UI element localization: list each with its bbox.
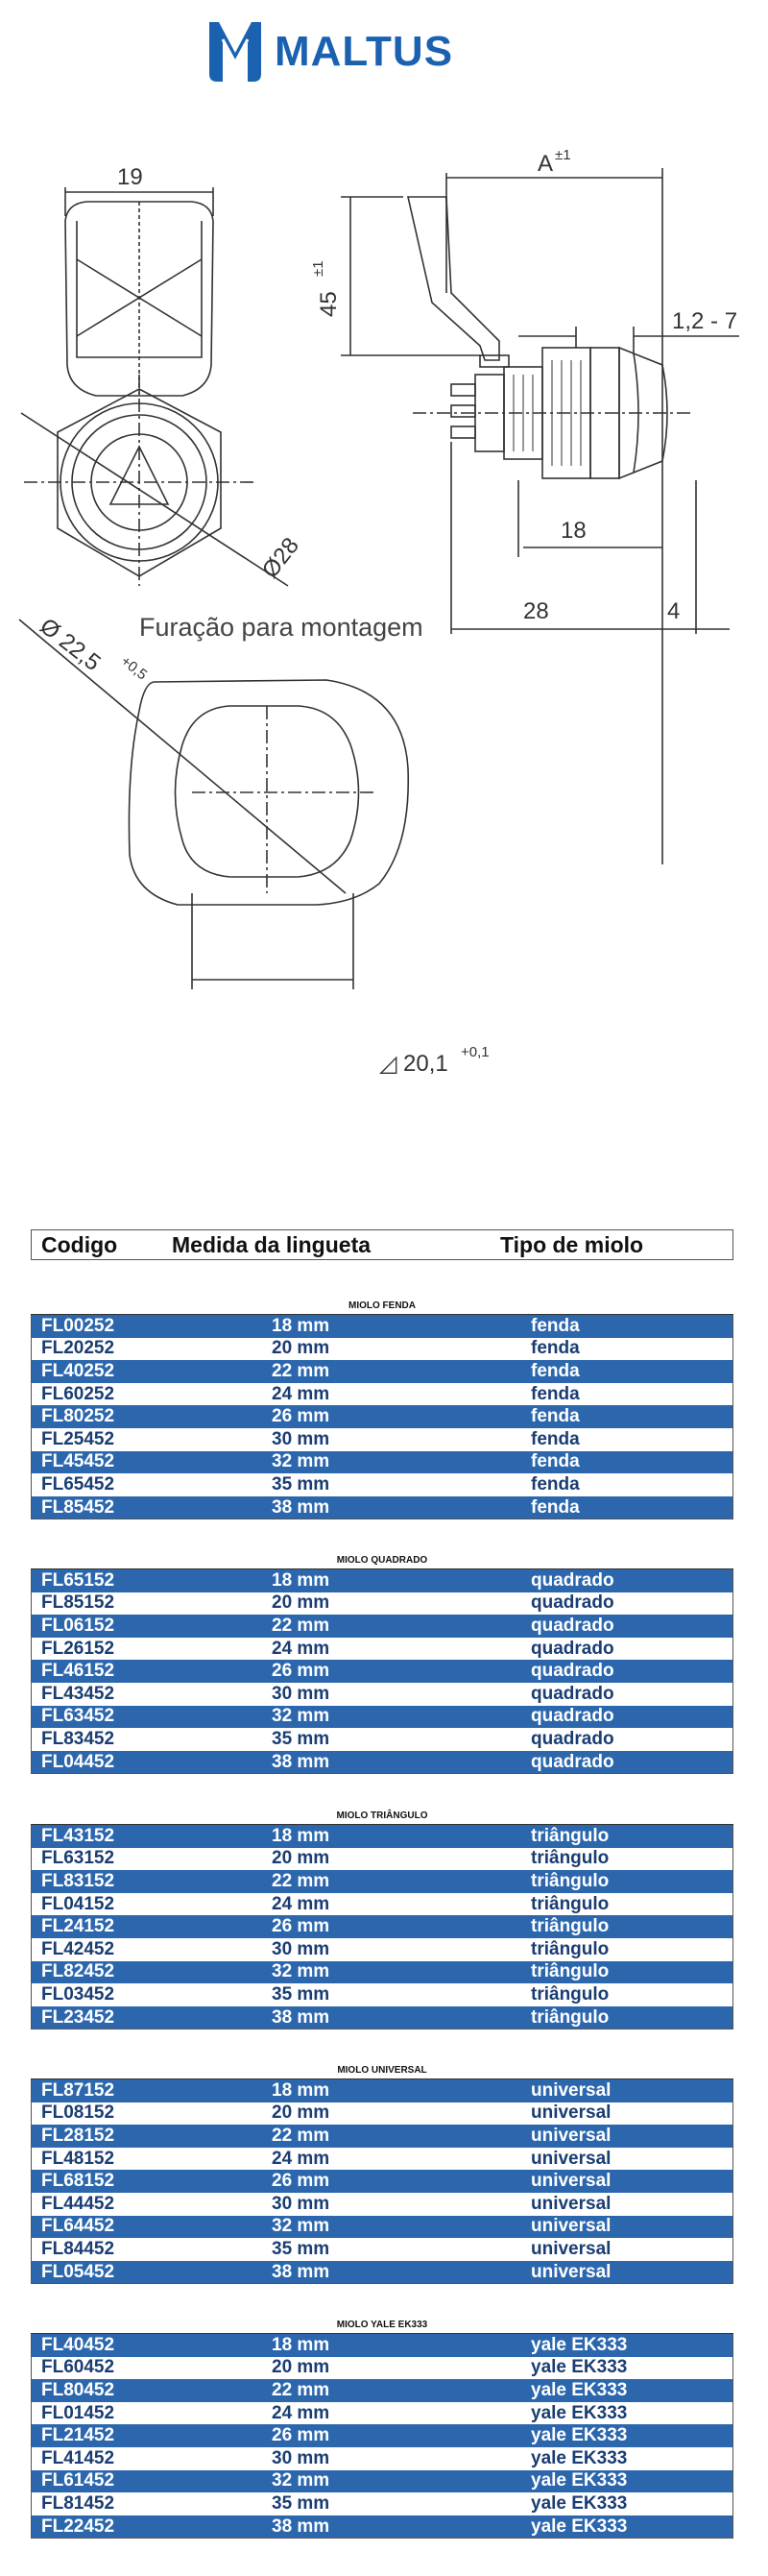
dim-square: ◿ (379, 1051, 397, 1077)
cylinder-type: fenda (531, 1451, 580, 1472)
tongue-length: 24 mm (272, 1638, 330, 1659)
product-code: FL83152 (41, 1870, 115, 1891)
product-code: FL80252 (41, 1406, 115, 1427)
product-code: FL83452 (41, 1728, 115, 1749)
product-code: FL23452 (41, 2006, 115, 2028)
table-row (32, 2006, 732, 2029)
cylinder-type: quadrado (531, 1592, 614, 1614)
cylinder-type: quadrado (531, 1706, 614, 1727)
dim-19: 19 (117, 164, 143, 190)
tongue-length: 20 mm (272, 1338, 330, 1359)
mounting-caption: Furação para montagem (139, 613, 423, 642)
product-code: FL48152 (41, 2148, 115, 2169)
product-section (31, 1553, 733, 1774)
table-row (32, 2492, 732, 2515)
table-row (32, 1961, 732, 1984)
cylinder-type: yale EK333 (531, 2334, 628, 2355)
header-code: Codigo (41, 1231, 118, 1257)
cylinder-type: fenda (531, 1428, 580, 1449)
cylinder-type: triângulo (531, 1983, 610, 2005)
product-code: FL41452 (41, 2447, 115, 2468)
product-code: FL84452 (41, 2238, 115, 2259)
cylinder-type: universal (531, 2102, 612, 2124)
product-code: FL45452 (41, 1451, 115, 1472)
table-row (32, 2379, 732, 2402)
table-row (32, 1615, 732, 1638)
cylinder-type: yale EK333 (531, 2379, 628, 2400)
dim-a-tolerance: ±1 (555, 147, 571, 163)
tongue-length: 26 mm (272, 2171, 330, 2192)
cylinder-type: quadrado (531, 1615, 614, 1636)
cylinder-type: fenda (531, 1360, 580, 1381)
table-row (32, 1870, 732, 1893)
product-code: FL04152 (41, 1893, 115, 1914)
tongue-length: 35 mm (272, 1728, 330, 1749)
section-rows (31, 1315, 733, 1519)
cylinder-type: universal (531, 2125, 612, 2146)
tongue-length: 35 mm (272, 2238, 330, 2259)
tongue-length: 30 mm (272, 1938, 330, 1959)
section-rows (31, 1569, 733, 1774)
cylinder-type: quadrado (531, 1683, 614, 1704)
table-row (32, 1428, 732, 1451)
table-row (32, 1360, 732, 1383)
product-section (31, 2318, 733, 2539)
table-row (32, 1405, 732, 1428)
product-code: FL64452 (41, 2216, 115, 2237)
table-row (32, 1825, 732, 1848)
tongue-length: 26 mm (272, 1661, 330, 1682)
dim-18: 18 (561, 518, 587, 544)
product-code: FL03452 (41, 1983, 115, 2005)
tongue-length: 38 mm (272, 1496, 330, 1518)
tongue-length: 18 mm (272, 1825, 330, 1846)
table-row (32, 1683, 732, 1706)
product-code: FL65152 (41, 1569, 115, 1591)
table-row (32, 1569, 732, 1592)
cylinder-type: yale EK333 (531, 2492, 628, 2514)
product-code: FL43452 (41, 1683, 115, 1704)
cylinder-type: triângulo (531, 1916, 610, 1937)
tongue-length: 24 mm (272, 2148, 330, 2169)
tongue-length: 38 mm (272, 1751, 330, 1772)
tongue-length: 22 mm (272, 1360, 330, 1381)
table-row (32, 2170, 732, 2193)
tongue-length: 35 mm (272, 1983, 330, 2005)
cylinder-type: triângulo (531, 1848, 610, 1869)
table-row (32, 1706, 732, 1729)
cylinder-type: universal (531, 2261, 612, 2282)
cylinder-type: triângulo (531, 1893, 610, 1914)
product-section (31, 1809, 733, 2029)
cylinder-type: yale EK333 (531, 2402, 628, 2423)
table-header (31, 1229, 733, 1260)
table-row (32, 2470, 732, 2493)
tongue-length: 32 mm (272, 1961, 330, 1982)
cylinder-type: universal (531, 2216, 612, 2237)
product-code: FL80452 (41, 2379, 115, 2400)
tongue-length: 30 mm (272, 2447, 330, 2468)
product-code: FL26152 (41, 1638, 115, 1659)
cylinder-type: triângulo (531, 1961, 610, 1982)
cylinder-type: yale EK333 (531, 2515, 628, 2537)
tongue-length: 24 mm (272, 1383, 330, 1404)
dim-dia-28: Ø28 (256, 532, 304, 584)
product-code: FL65452 (41, 1473, 115, 1495)
tongue-length: 18 mm (272, 2079, 330, 2101)
cylinder-type: fenda (531, 1406, 580, 1427)
product-code: FL06152 (41, 1615, 115, 1636)
product-code: FL24152 (41, 1916, 115, 1937)
tongue-length: 20 mm (272, 2102, 330, 2124)
section-title: MIOLO TRIÂNGULO (31, 1809, 733, 1825)
section-title: MIOLO UNIVERSAL (31, 2063, 733, 2079)
tongue-length: 30 mm (272, 2193, 330, 2214)
cylinder-type: universal (531, 2193, 612, 2214)
table-row (32, 2447, 732, 2470)
product-code: FL85452 (41, 1496, 115, 1518)
cylinder-type: yale EK333 (531, 2447, 628, 2468)
tongue-length: 32 mm (272, 2470, 330, 2491)
product-section (31, 2063, 733, 2284)
cylinder-type: universal (531, 2238, 612, 2259)
table-row (32, 1496, 732, 1519)
tongue-length: 26 mm (272, 2425, 330, 2446)
product-section (31, 1299, 733, 1519)
section-rows (31, 2334, 733, 2539)
section-title: MIOLO FENDA (31, 1299, 733, 1315)
table-row (32, 1751, 732, 1774)
table-row (32, 2079, 732, 2102)
dim-hole-diameter: Ø 22,5 (35, 613, 106, 677)
table-row (32, 2193, 732, 2216)
product-code: FL60252 (41, 1383, 115, 1404)
table-row (32, 1451, 732, 1474)
dim-a: A (538, 151, 554, 177)
table-row (32, 1983, 732, 2006)
cylinder-type: fenda (531, 1496, 580, 1518)
table-row (32, 2402, 732, 2425)
section-rows (31, 2079, 733, 2284)
tongue-length: 38 mm (272, 2515, 330, 2537)
product-code: FL87152 (41, 2079, 115, 2101)
table-row (32, 2125, 732, 2148)
cylinder-type: triângulo (531, 2006, 610, 2028)
cylinder-type: fenda (531, 1383, 580, 1404)
table-row (32, 1473, 732, 1496)
tongue-length: 22 mm (272, 2125, 330, 2146)
product-code: FL61452 (41, 2470, 115, 2491)
tongue-length: 18 mm (272, 1569, 330, 1591)
table-row (32, 1915, 732, 1938)
product-code: FL05452 (41, 2261, 115, 2282)
dim-hole-tolerance: +0,5 (117, 652, 151, 684)
table-row (32, 2102, 732, 2126)
dim-square-tolerance: +0,1 (461, 1044, 490, 1060)
dim-45: 45 (316, 291, 342, 317)
tongue-length: 38 mm (272, 2261, 330, 2282)
product-code: FL43152 (41, 1825, 115, 1846)
section-title: MIOLO YALE EK333 (31, 2318, 733, 2334)
table-row (32, 1383, 732, 1406)
tongue-length: 32 mm (272, 2216, 330, 2237)
table-row (32, 2238, 732, 2261)
product-code: FL82452 (41, 1961, 115, 1982)
table-row (32, 1728, 732, 1751)
dim-28: 28 (523, 598, 549, 624)
table-row (32, 1338, 732, 1361)
technical-drawing (0, 96, 768, 1210)
tongue-length: 26 mm (272, 1406, 330, 1427)
tongue-length: 20 mm (272, 2357, 330, 2378)
cylinder-type: universal (531, 2148, 612, 2169)
cylinder-type: universal (531, 2171, 612, 2192)
brand-name: MALTUS (275, 28, 454, 75)
table-row (32, 1592, 732, 1616)
cylinder-type: quadrado (531, 1751, 614, 1772)
product-code: FL81452 (41, 2492, 115, 2514)
cylinder-type: quadrado (531, 1728, 614, 1749)
cylinder-type: universal (531, 2079, 612, 2101)
header-length: Medida da lingueta (172, 1231, 372, 1257)
table-row (32, 2334, 732, 2357)
dim-square-value: 20,1 (403, 1051, 448, 1077)
cylinder-type: quadrado (531, 1638, 614, 1659)
table-row (32, 1660, 732, 1683)
section-title: MIOLO QUADRADO (31, 1553, 733, 1569)
product-code: FL25452 (41, 1428, 115, 1449)
tongue-length: 26 mm (272, 1916, 330, 1937)
cylinder-type: fenda (531, 1473, 580, 1495)
tongue-length: 30 mm (272, 1683, 330, 1704)
tongue-length: 20 mm (272, 1592, 330, 1614)
tongue-length: 24 mm (272, 2402, 330, 2423)
tongue-length: 22 mm (272, 1615, 330, 1636)
cylinder-type: triângulo (531, 1870, 610, 1891)
tongue-length: 20 mm (272, 1848, 330, 1869)
product-code: FL68152 (41, 2171, 115, 2192)
tongue-length: 32 mm (272, 1706, 330, 1727)
product-code: FL28152 (41, 2125, 115, 2146)
dim-4: 4 (667, 598, 681, 624)
brand-logo (202, 17, 453, 86)
product-code: FL40252 (41, 1360, 115, 1381)
tongue-length: 18 mm (272, 1315, 330, 1336)
table-row (32, 1638, 732, 1661)
product-code: FL20252 (41, 1338, 115, 1359)
table-row (32, 2424, 732, 2447)
table-row (32, 2261, 732, 2284)
tongue-length: 18 mm (272, 2334, 330, 2355)
section-rows (31, 1825, 733, 2029)
table-row (32, 1315, 732, 1338)
tongue-length: 22 mm (272, 1870, 330, 1891)
product-code: FL46152 (41, 1661, 115, 1682)
product-code: FL00252 (41, 1315, 115, 1336)
table-row (32, 1938, 732, 1961)
maltus-logo-icon (202, 18, 269, 85)
table-row (32, 2148, 732, 2171)
product-code: FL01452 (41, 2402, 115, 2423)
dim-45-tolerance: ±1 (310, 260, 326, 277)
product-code: FL40452 (41, 2334, 115, 2355)
table-row (32, 2515, 732, 2539)
tongue-length: 22 mm (272, 2379, 330, 2400)
table-row (32, 1848, 732, 1871)
product-code: FL42452 (41, 1938, 115, 1959)
tongue-length: 24 mm (272, 1893, 330, 1914)
cylinder-type: triângulo (531, 1825, 610, 1846)
tongue-length: 38 mm (272, 2006, 330, 2028)
cylinder-type: fenda (531, 1338, 580, 1359)
cylinder-type: quadrado (531, 1661, 614, 1682)
table-row (32, 1893, 732, 1916)
header-type: Tipo de miolo (500, 1231, 644, 1257)
product-code: FL21452 (41, 2425, 115, 2446)
product-code: FL04452 (41, 1751, 115, 1772)
tongue-length: 35 mm (272, 1473, 330, 1495)
cylinder-type: yale EK333 (531, 2470, 628, 2491)
tongue-length: 30 mm (272, 1428, 330, 1449)
product-code: FL08152 (41, 2102, 115, 2124)
cylinder-type: fenda (531, 1315, 580, 1336)
product-code: FL60452 (41, 2357, 115, 2378)
product-code: FL22452 (41, 2515, 115, 2537)
dim-gap: 1,2 - 7 (672, 308, 738, 334)
cylinder-type: quadrado (531, 1569, 614, 1591)
product-code: FL63152 (41, 1848, 115, 1869)
tongue-length: 32 mm (272, 1451, 330, 1472)
product-code: FL44452 (41, 2193, 115, 2214)
cylinder-type: yale EK333 (531, 2425, 628, 2446)
table-row (32, 2357, 732, 2380)
cylinder-type: triângulo (531, 1938, 610, 1959)
product-code: FL63452 (41, 1706, 115, 1727)
table-row (32, 2216, 732, 2239)
tongue-length: 35 mm (272, 2492, 330, 2514)
cylinder-type: yale EK333 (531, 2357, 628, 2378)
product-code: FL85152 (41, 1592, 115, 1614)
